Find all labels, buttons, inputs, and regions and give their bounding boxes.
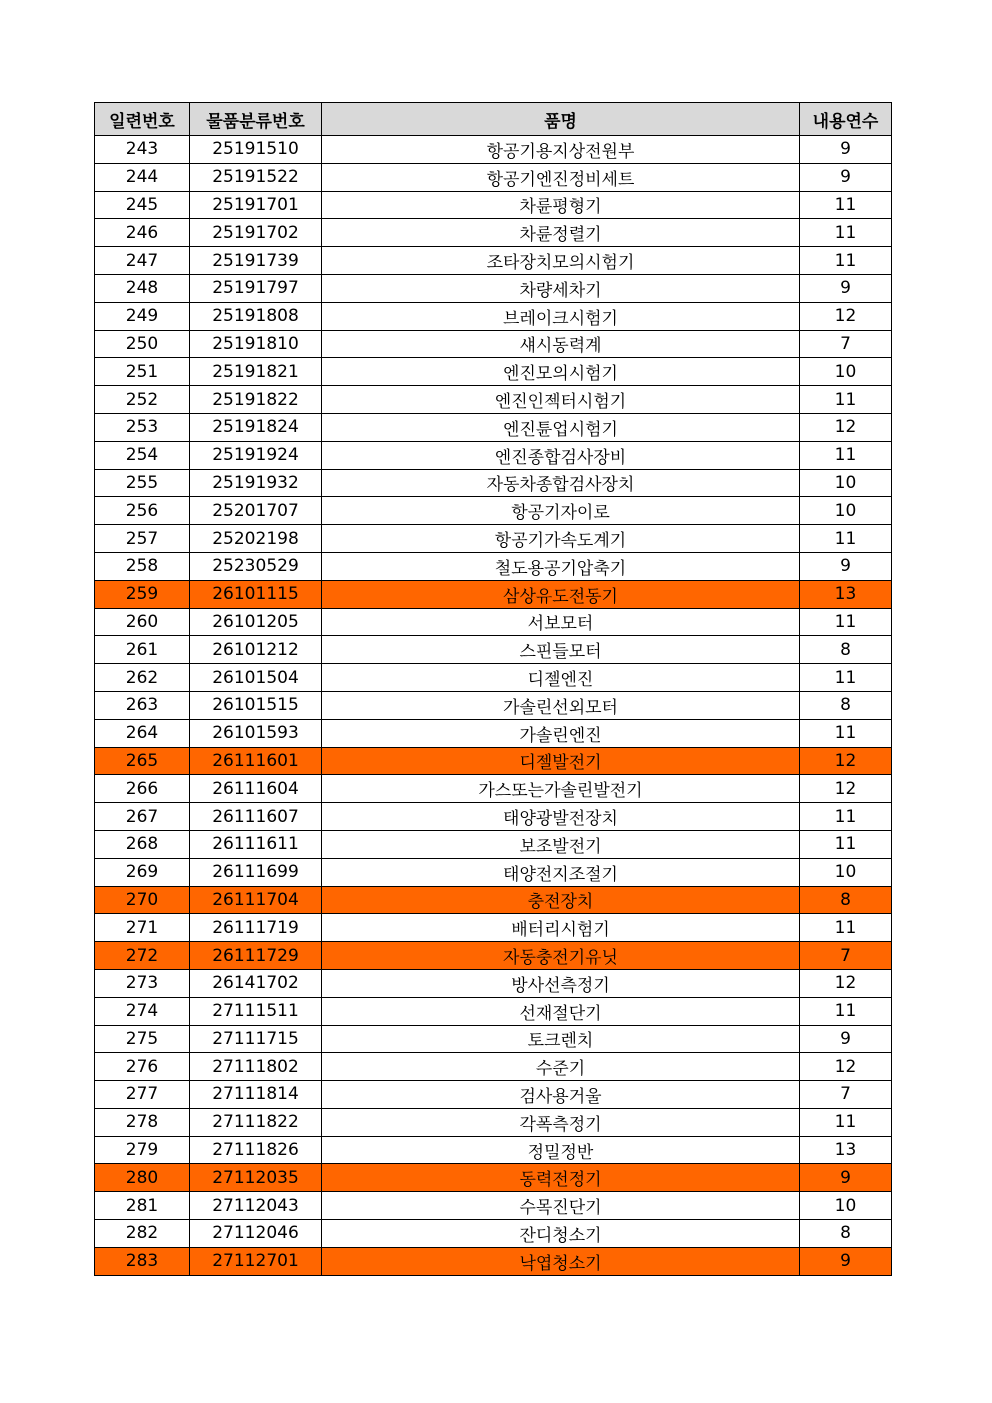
years-cell: 11 (800, 914, 892, 942)
code-cell: 27111511 (190, 997, 322, 1025)
years-cell: 11 (800, 830, 892, 858)
header-row (95, 103, 892, 136)
table-row (95, 219, 892, 247)
name-cell: 가스또는가솔린발전기 (322, 775, 800, 803)
years-cell: 10 (800, 469, 892, 497)
years-cell: 11 (800, 664, 892, 692)
table-row (95, 691, 892, 719)
years-cell: 8 (800, 886, 892, 914)
years-cell: 12 (800, 775, 892, 803)
years-cell: 11 (800, 997, 892, 1025)
code-cell: 25191522 (190, 163, 322, 191)
table-row (95, 1053, 892, 1081)
years-cell: 9 (800, 552, 892, 580)
serial-cell: 243 (95, 136, 190, 164)
name-cell: 자동충전기유닛 (322, 942, 800, 970)
name-cell: 섀시동력계 (322, 330, 800, 358)
code-cell: 25191808 (190, 302, 322, 330)
serial-cell: 264 (95, 719, 190, 747)
code-cell: 26101205 (190, 608, 322, 636)
serial-cell: 248 (95, 274, 190, 302)
serial-cell: 265 (95, 747, 190, 775)
serial-cell: 267 (95, 803, 190, 831)
code-cell: 26111704 (190, 886, 322, 914)
code-cell: 26101212 (190, 636, 322, 664)
name-cell: 디젤엔진 (322, 664, 800, 692)
serial-cell: 257 (95, 525, 190, 553)
table-row (95, 1108, 892, 1136)
name-cell: 수목진단기 (322, 1192, 800, 1220)
serial-cell: 256 (95, 497, 190, 525)
serial-cell: 276 (95, 1053, 190, 1081)
table-row (95, 942, 892, 970)
name-cell: 엔진튠업시험기 (322, 413, 800, 441)
code-cell: 25191510 (190, 136, 322, 164)
serial-cell: 283 (95, 1247, 190, 1275)
table-row (95, 136, 892, 164)
code-cell: 26101115 (190, 580, 322, 608)
table-row (95, 775, 892, 803)
years-cell: 12 (800, 747, 892, 775)
code-cell: 26111601 (190, 747, 322, 775)
code-cell: 25191797 (190, 274, 322, 302)
header-useful-life: 내용연수 (800, 103, 892, 136)
years-cell: 13 (800, 1136, 892, 1164)
name-cell: 자동차종합검사장치 (322, 469, 800, 497)
years-cell: 10 (800, 497, 892, 525)
name-cell: 가솔린선외모터 (322, 691, 800, 719)
code-cell: 27111715 (190, 1025, 322, 1053)
table-row (95, 525, 892, 553)
table-row (95, 664, 892, 692)
name-cell: 충전장치 (322, 886, 800, 914)
table-row (95, 274, 892, 302)
table-row (95, 719, 892, 747)
code-cell: 26111607 (190, 803, 322, 831)
name-cell: 잔디청소기 (322, 1220, 800, 1248)
years-cell: 10 (800, 1192, 892, 1220)
serial-cell: 247 (95, 247, 190, 275)
table-row (95, 747, 892, 775)
serial-cell: 259 (95, 580, 190, 608)
code-cell: 27112035 (190, 1164, 322, 1192)
table-row (95, 1220, 892, 1248)
serial-cell: 282 (95, 1220, 190, 1248)
header-item-name: 품명 (322, 103, 800, 136)
name-cell: 수준기 (322, 1053, 800, 1081)
code-cell: 26101504 (190, 664, 322, 692)
code-cell: 25191701 (190, 191, 322, 219)
name-cell: 서보모터 (322, 608, 800, 636)
serial-cell: 278 (95, 1108, 190, 1136)
years-cell: 11 (800, 441, 892, 469)
name-cell: 태양전지조절기 (322, 858, 800, 886)
code-cell: 25191821 (190, 358, 322, 386)
name-cell: 배터리시험기 (322, 914, 800, 942)
table-row (95, 1136, 892, 1164)
name-cell: 항공기자이로 (322, 497, 800, 525)
table-row (95, 1247, 892, 1275)
name-cell: 태양광발전장치 (322, 803, 800, 831)
table-row (95, 386, 892, 414)
serial-cell: 268 (95, 830, 190, 858)
years-cell: 9 (800, 274, 892, 302)
table-row (95, 914, 892, 942)
table-row (95, 1164, 892, 1192)
years-cell: 11 (800, 719, 892, 747)
table-row (95, 441, 892, 469)
years-cell: 7 (800, 330, 892, 358)
name-cell: 조타장치모의시험기 (322, 247, 800, 275)
years-cell: 9 (800, 1164, 892, 1192)
code-cell: 25230529 (190, 552, 322, 580)
name-cell: 정밀정반 (322, 1136, 800, 1164)
table-row (95, 191, 892, 219)
code-cell: 25201707 (190, 497, 322, 525)
name-cell: 스핀들모터 (322, 636, 800, 664)
name-cell: 차륜정렬기 (322, 219, 800, 247)
serial-cell: 258 (95, 552, 190, 580)
header-serial-number: 일련번호 (95, 103, 190, 136)
table-row (95, 803, 892, 831)
years-cell: 11 (800, 803, 892, 831)
code-cell: 27111822 (190, 1108, 322, 1136)
years-cell: 7 (800, 1081, 892, 1109)
table-row (95, 552, 892, 580)
code-cell: 26101515 (190, 691, 322, 719)
code-cell: 25191702 (190, 219, 322, 247)
code-cell: 25191932 (190, 469, 322, 497)
years-cell: 10 (800, 858, 892, 886)
years-cell: 11 (800, 247, 892, 275)
table-row (95, 1081, 892, 1109)
years-cell: 13 (800, 580, 892, 608)
header-classification-number: 물품분류번호 (190, 103, 322, 136)
name-cell: 디젤발전기 (322, 747, 800, 775)
code-cell: 26111611 (190, 830, 322, 858)
years-cell: 8 (800, 691, 892, 719)
serial-cell: 270 (95, 886, 190, 914)
name-cell: 검사용거울 (322, 1081, 800, 1109)
durability-table (94, 102, 892, 1276)
code-cell: 25191822 (190, 386, 322, 414)
code-cell: 25191824 (190, 413, 322, 441)
name-cell: 브레이크시험기 (322, 302, 800, 330)
serial-cell: 277 (95, 1081, 190, 1109)
table-row (95, 302, 892, 330)
name-cell: 선재절단기 (322, 997, 800, 1025)
table-row (95, 497, 892, 525)
serial-cell: 252 (95, 386, 190, 414)
code-cell: 27112043 (190, 1192, 322, 1220)
code-cell: 26111719 (190, 914, 322, 942)
name-cell: 차륜평형기 (322, 191, 800, 219)
name-cell: 항공기용지상전원부 (322, 136, 800, 164)
years-cell: 11 (800, 191, 892, 219)
serial-cell: 249 (95, 302, 190, 330)
serial-cell: 253 (95, 413, 190, 441)
serial-cell: 245 (95, 191, 190, 219)
table-row (95, 997, 892, 1025)
name-cell: 각폭측정기 (322, 1108, 800, 1136)
code-cell: 27111826 (190, 1136, 322, 1164)
name-cell: 항공기가속도계기 (322, 525, 800, 553)
serial-cell: 254 (95, 441, 190, 469)
name-cell: 철도용공기압축기 (322, 552, 800, 580)
table-row (95, 636, 892, 664)
serial-cell: 244 (95, 163, 190, 191)
table-row (95, 358, 892, 386)
code-cell: 26111729 (190, 942, 322, 970)
serial-cell: 255 (95, 469, 190, 497)
years-cell: 8 (800, 1220, 892, 1248)
name-cell: 방사선측정기 (322, 969, 800, 997)
serial-cell: 271 (95, 914, 190, 942)
code-cell: 26111699 (190, 858, 322, 886)
serial-cell: 273 (95, 969, 190, 997)
code-cell: 25202198 (190, 525, 322, 553)
serial-cell: 250 (95, 330, 190, 358)
name-cell: 토크렌치 (322, 1025, 800, 1053)
years-cell: 12 (800, 302, 892, 330)
serial-cell: 266 (95, 775, 190, 803)
code-cell: 26111604 (190, 775, 322, 803)
table-row (95, 886, 892, 914)
serial-cell: 263 (95, 691, 190, 719)
table-row (95, 858, 892, 886)
years-cell: 9 (800, 1025, 892, 1053)
serial-cell: 279 (95, 1136, 190, 1164)
table-body (95, 136, 892, 1276)
serial-cell: 261 (95, 636, 190, 664)
table-row (95, 469, 892, 497)
years-cell: 9 (800, 163, 892, 191)
name-cell: 항공기엔진정비세트 (322, 163, 800, 191)
serial-cell: 272 (95, 942, 190, 970)
serial-cell: 246 (95, 219, 190, 247)
table-row (95, 247, 892, 275)
years-cell: 8 (800, 636, 892, 664)
name-cell: 삼상유도전동기 (322, 580, 800, 608)
table-row (95, 330, 892, 358)
table-row (95, 163, 892, 191)
years-cell: 11 (800, 219, 892, 247)
years-cell: 12 (800, 1053, 892, 1081)
serial-cell: 251 (95, 358, 190, 386)
table-row (95, 969, 892, 997)
name-cell: 보조발전기 (322, 830, 800, 858)
name-cell: 엔진모의시험기 (322, 358, 800, 386)
name-cell: 엔진종합검사장비 (322, 441, 800, 469)
code-cell: 27112701 (190, 1247, 322, 1275)
serial-cell: 274 (95, 997, 190, 1025)
code-cell: 27111814 (190, 1081, 322, 1109)
serial-cell: 262 (95, 664, 190, 692)
serial-cell: 260 (95, 608, 190, 636)
years-cell: 12 (800, 969, 892, 997)
years-cell: 7 (800, 942, 892, 970)
years-cell: 9 (800, 136, 892, 164)
years-cell: 11 (800, 525, 892, 553)
name-cell: 낙엽청소기 (322, 1247, 800, 1275)
name-cell: 엔진인젝터시험기 (322, 386, 800, 414)
years-cell: 10 (800, 358, 892, 386)
years-cell: 12 (800, 413, 892, 441)
serial-cell: 269 (95, 858, 190, 886)
table-row (95, 1192, 892, 1220)
name-cell: 가솔린엔진 (322, 719, 800, 747)
table-row (95, 830, 892, 858)
code-cell: 25191739 (190, 247, 322, 275)
name-cell: 차량세차기 (322, 274, 800, 302)
years-cell: 11 (800, 608, 892, 636)
code-cell: 26101593 (190, 719, 322, 747)
table-row (95, 608, 892, 636)
code-cell: 27111802 (190, 1053, 322, 1081)
serial-cell: 280 (95, 1164, 190, 1192)
serial-cell: 275 (95, 1025, 190, 1053)
years-cell: 11 (800, 386, 892, 414)
code-cell: 25191924 (190, 441, 322, 469)
years-cell: 9 (800, 1247, 892, 1275)
code-cell: 25191810 (190, 330, 322, 358)
code-cell: 26141702 (190, 969, 322, 997)
years-cell: 11 (800, 1108, 892, 1136)
name-cell: 동력전정기 (322, 1164, 800, 1192)
table-row (95, 1025, 892, 1053)
table-row (95, 580, 892, 608)
code-cell: 27112046 (190, 1220, 322, 1248)
table-row (95, 413, 892, 441)
serial-cell: 281 (95, 1192, 190, 1220)
